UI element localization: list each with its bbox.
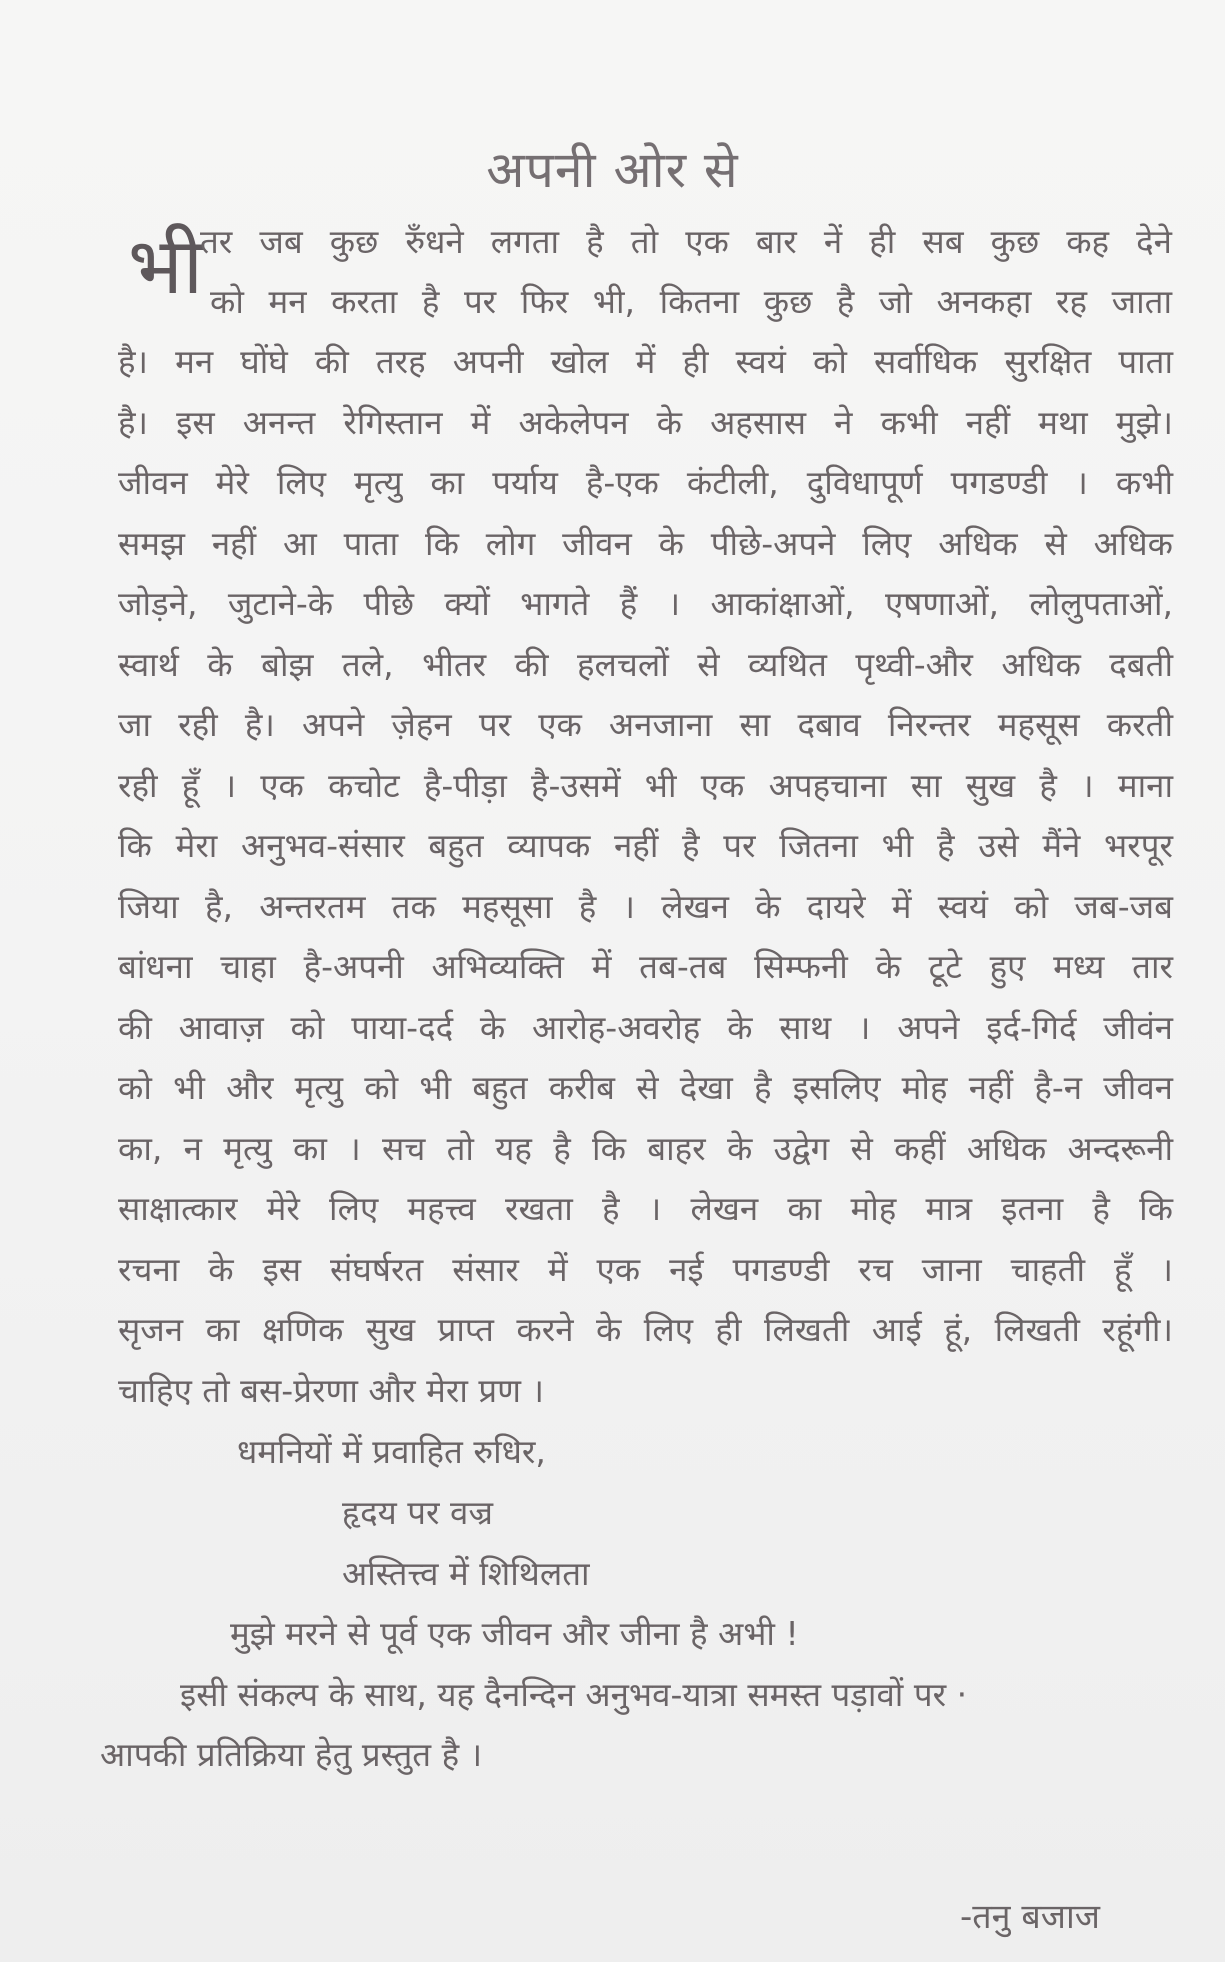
paragraph-line: चाहिए तो बस-प्रेरणा और मेरा प्रण ।	[118, 1371, 545, 1410]
paragraph-line: साक्षात्कार मेरे लिए महत्त्व रखता है । लेखन का मोह मात्र इतना है कि	[118, 1189, 1173, 1228]
paragraph-line: का, न मृत्यु का । सच तो यह है कि बाहर के उद्वेग से कहीं अधिक अन्दरूनी	[118, 1129, 1173, 1168]
poem-line: मुझे मरने से पूर्व एक जीवन और जीना है अभी !	[230, 1614, 799, 1653]
paragraph-line: स्वार्थ के बोझ तले, भीतर की हलचलों से व्यथित पृथ्वी-और अधिक दबती	[118, 645, 1173, 684]
paragraph-line: कि मेरा अनुभव-संसार बहुत व्यापक नहीं है पर जितना भी है उसे मैंने भरपूर	[118, 826, 1173, 865]
closing-line: आपकी प्रतिक्रिया हेतु प्रस्तुत है ।	[100, 1735, 483, 1774]
paragraph-line: को मन करता है पर फिर भी, कितना कुछ है जो अनकहा रह जाता	[210, 282, 1172, 321]
paragraph-line: रचना के इस संघर्षरत संसार में एक नई पगडण्डी रच जाना चाहती हूँ ।	[118, 1250, 1173, 1289]
paragraph-line: है। इस अनन्त रेगिस्तान में अकेलेपन के अहसास ने कभी नहीं मथा मुझे।	[118, 403, 1173, 442]
paragraph-line: को भी और मृत्यु को भी बहुत करीब से देखा है इसलिए मोह नहीं है-न जीवन	[118, 1068, 1173, 1107]
paragraph-line: की आवाज़ को पाया-दर्द के आरोह-अवरोह के साथ । अपने इर्द-गिर्द जीवंन	[118, 1008, 1173, 1047]
paragraph-line: जोड़ने, जुटाने-के पीछे क्यों भागते हैं । आकांक्षाओं, एषणाओं, लोलुपताओं,	[118, 584, 1173, 623]
paragraph-line: है। मन घोंघे की तरह अपनी खोल में ही स्वयं को सर्वाधिक सुरक्षित पाता	[118, 342, 1173, 381]
paragraph-line: सृजन का क्षणिक सुख प्राप्त करने के लिए ही लिखती आई हूं, लिखती रहूंगी।	[118, 1310, 1173, 1349]
author-signature: -तनु बजाज	[960, 1897, 1101, 1937]
closing-line: इसी संकल्प के साथ, यह दैनन्दिन अनुभव-यात्रा समस्त पड़ावों पर ·	[180, 1675, 968, 1714]
paragraph-line: रही हूँ । एक कचोट है-पीड़ा है-उसमें भी एक अपहचाना सा सुख है । माना	[118, 766, 1173, 805]
poem-line: धमनियों में प्रवाहित रुधिर,	[237, 1432, 546, 1471]
page-title: अपनी ओर से	[486, 140, 739, 199]
paragraph-line: तर जब कुछ रुँधने लगता है तो एक बार नें ही सब कुछ कह देने	[200, 222, 1172, 261]
paragraph-line: समझ नहीं आ पाता कि लोग जीवन के पीछे-अपने लिए अधिक से अधिक	[118, 524, 1173, 563]
poem-line: अस्तित्त्व में शिथिलता	[342, 1554, 590, 1593]
drop-cap: भी	[128, 222, 204, 312]
paragraph-line: जीवन मेरे लिए मृत्यु का पर्याय है-एक कंटीली, दुविधापूर्ण पगडण्डी । कभी	[118, 463, 1173, 502]
paragraph-line: बांधना चाहा है-अपनी अभिव्यक्ति में तब-तब सिम्फनी के टूटे हुए मध्य तार	[118, 947, 1173, 986]
paragraph-line: जा रही है। अपने ज़ेहन पर एक अनजाना सा दबाव निरन्तर महसूस करती	[118, 705, 1173, 744]
poem-line: हृदय पर वज्र	[342, 1493, 494, 1532]
paragraph-line: जिया है, अन्तरतम तक महसूसा है । लेखन के दायरे में स्वयं को जब-जब	[118, 887, 1173, 926]
